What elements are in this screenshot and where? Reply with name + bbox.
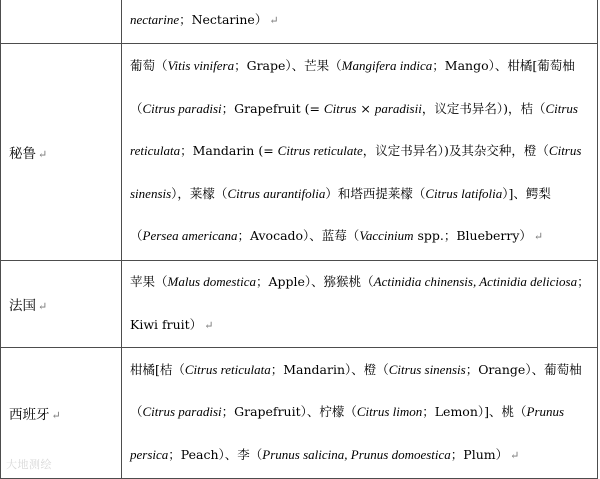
species-name: Citrus limon: [356, 404, 423, 420]
species-name: Vaccinium: [359, 228, 414, 244]
entry-text: 葡萄（: [130, 58, 168, 74]
entry-text: ）]、鳄梨（: [130, 185, 551, 244]
species-name: Citrus: [323, 100, 357, 116]
entry-text: 苹果（: [130, 274, 168, 289]
table-row: [1, 0, 598, 44]
country-name: 西班牙: [9, 407, 50, 423]
entry-text: ；Grapefruit）、柠檬（: [221, 404, 357, 420]
entry-text: ，议定书异名）)，桔（: [421, 100, 546, 116]
entry-text: ；Avocado）、蓝莓（: [237, 228, 360, 244]
entry-text: ；Lemon）]、桃（: [422, 404, 527, 420]
country-cell: [1, 261, 122, 348]
table-row: [1, 261, 598, 348]
entry-text: ，议定书异名）)及其杂交种，橙（: [362, 143, 549, 159]
entry-text: ；Orange）、葡萄柚（: [130, 361, 582, 420]
entry-text: ；Grape）、芒果（: [234, 58, 342, 74]
species-name: Prunus salicina, Prunus domoestica: [262, 446, 451, 462]
species-name: Mangifera indica: [341, 58, 433, 74]
species-name: Citrus reticulata: [184, 361, 271, 377]
content-cell: [122, 44, 598, 261]
species-name: Actinidia chinensis, Actinidia deliciosa: [373, 274, 578, 289]
species-name: Citrus latifolia: [425, 185, 503, 201]
species-name: nectarine: [130, 12, 180, 28]
species-name: Vitis vinifera: [167, 58, 235, 74]
species-name: Persea americana: [142, 228, 238, 244]
country-name: 秘鲁: [9, 146, 36, 162]
entry-text: ；Apple）、猕猴桃（: [255, 274, 374, 289]
watermark: 大地测绘: [6, 458, 52, 471]
paragraph-mark-icon: ↵: [204, 318, 214, 332]
paragraph-mark-icon: ↵: [269, 14, 279, 28]
species-name: Prunus persica: [130, 404, 565, 462]
species-name: Citrus sinensis: [130, 143, 582, 201]
paragraph-mark-icon: ↵: [510, 448, 520, 462]
paragraph-mark-icon: ↵: [38, 300, 48, 313]
entry-text: ×: [356, 100, 375, 116]
entry-text: spp.；Blueberry）: [413, 228, 532, 244]
entry-text: ；Plum）: [450, 446, 509, 462]
entry-text: 柑橘[桔（: [130, 361, 185, 377]
species-name: Malus domestica: [167, 274, 256, 289]
entry-text: ）和塔西提莱檬（: [325, 185, 426, 201]
entry-text: ；Nectarine）: [179, 12, 268, 28]
table-row: [1, 44, 598, 261]
content-cell: [122, 348, 598, 479]
species-name: Citrus reticulate: [277, 143, 363, 159]
species-name: paradisii: [374, 100, 422, 116]
content-cell: [122, 261, 598, 348]
entry-text: ；Peach）、李（: [168, 446, 263, 462]
entry-text: ），莱檬（: [171, 185, 228, 201]
species-name: Citrus aurantifolia: [227, 185, 326, 201]
species-name: Citrus paradisi: [142, 404, 222, 420]
species-name: Citrus reticulata: [130, 100, 578, 159]
table-row: [1, 348, 598, 479]
species-name: Citrus sinensis: [388, 361, 466, 377]
paragraph-mark-icon: ↵: [533, 230, 544, 244]
entry-text: ；Mandarin (=: [180, 143, 278, 159]
entry-text: ；Mandarin）、橙（: [270, 361, 389, 377]
entry-text: ；Kiwi fruit）: [130, 274, 590, 332]
country-name: 法国: [9, 298, 36, 314]
paragraph-mark-icon: ↵: [51, 409, 61, 422]
entry-text: ；Grapefruit (=: [221, 100, 324, 116]
country-cell: [1, 0, 122, 44]
country-cell: [1, 44, 122, 261]
paragraph-mark-icon: ↵: [38, 148, 48, 161]
content-cell: [122, 0, 598, 44]
entry-text: ；Mango）、柑橘[葡萄柚（: [130, 58, 575, 116]
species-name: Citrus paradisi: [142, 100, 222, 116]
